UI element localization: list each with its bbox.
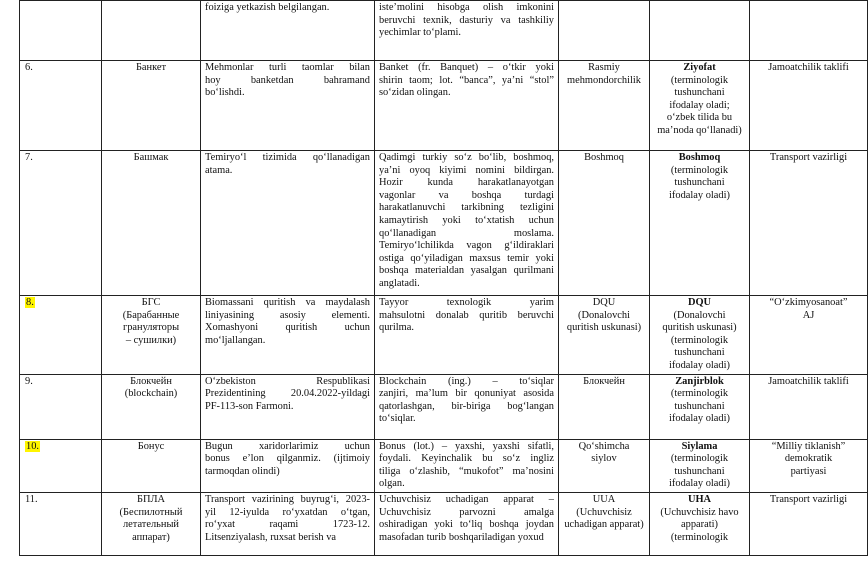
cell-text-line: tushunchani bbox=[674, 465, 725, 477]
cell-text-line: zanjiri, ma’lum bir qonuniyat asosida bbox=[379, 388, 554, 400]
cell-text-line: Bonus (lot.) – yaxshi, yaxshi sifatli, bbox=[379, 440, 554, 452]
cell-text-line: iste’molini hisobga olish imkonini bbox=[379, 2, 554, 13]
definition-cell bbox=[375, 151, 559, 296]
cell-text-line: Qadimgi turkiy so‘z bo‘lib, boshmoq, bbox=[379, 152, 554, 163]
uzbek-equivalent-cell bbox=[559, 61, 650, 151]
cell-text-line: “Milliy tiklanish” bbox=[771, 440, 846, 452]
cell-text-line: Qo‘shimcha bbox=[578, 440, 630, 452]
row-number-text: 6. bbox=[25, 62, 33, 73]
cell-text-line: PF-113-son Farmoni. bbox=[205, 400, 294, 412]
cell-text-line: ifodalay oladi) bbox=[669, 478, 730, 490]
term-cell bbox=[102, 492, 201, 555]
term-cell bbox=[102, 61, 201, 151]
cell-text-line: olgan. bbox=[379, 478, 405, 490]
cell-text-line: (Uchuvchisiz bbox=[576, 506, 632, 518]
row-number bbox=[20, 1, 102, 61]
cell-text-line: Transport vazirligi bbox=[769, 493, 848, 505]
row-number bbox=[20, 296, 102, 375]
table-body bbox=[20, 1, 868, 556]
cell-text-line: Transport vazirligi bbox=[769, 152, 848, 163]
cell-text-line: O‘zbekiston Respublikasi bbox=[205, 375, 370, 387]
document-page bbox=[19, 0, 849, 548]
row-number-text: 9. bbox=[25, 375, 33, 387]
uzbek-equivalent-cell bbox=[559, 1, 650, 61]
uzbek-equivalent-cell bbox=[559, 492, 650, 555]
row-number bbox=[20, 151, 102, 296]
table-row bbox=[20, 492, 868, 555]
cell-text-line: tushunchani bbox=[674, 347, 725, 359]
usage-cell bbox=[201, 61, 375, 151]
cell-text-line: Blockchain (ing.) – to‘siqlar bbox=[379, 375, 554, 387]
cell-text-line: so‘zidan olingan. bbox=[379, 87, 451, 99]
cell-text-line: qatorlashgan, bir-biriga bog‘langan bbox=[379, 400, 554, 412]
usage-cell bbox=[201, 439, 375, 492]
cell-text-line: oshiradigan yoki to‘liq boshqa joydan bbox=[379, 519, 554, 531]
term-cell bbox=[102, 439, 201, 492]
cell-text-line: tushunchani bbox=[674, 177, 725, 189]
suggestion-cell bbox=[650, 1, 750, 61]
cell-text-line: Temiryo‘lchilikda vagon g‘ildiraklari bbox=[379, 240, 554, 252]
cell-text-line: ostiga qo‘yiladigan maxsus temir yoki bbox=[379, 252, 554, 264]
term-cell bbox=[102, 374, 201, 439]
uzbek-equivalent-cell bbox=[559, 374, 650, 439]
cell-text-line: (terminologik bbox=[670, 164, 729, 176]
source-cell bbox=[750, 1, 868, 61]
cell-text-line: Jamoatchilik taklifi bbox=[768, 62, 849, 73]
table-row bbox=[20, 439, 868, 492]
cell-text-line: bonus e’lon qilganmiz. (ijtimoiy bbox=[205, 453, 370, 465]
suggestion-cell bbox=[650, 439, 750, 492]
cell-text-line: demokratik bbox=[784, 453, 833, 465]
cell-text-line: ifodalay oladi) bbox=[669, 359, 730, 371]
cell-text-line: Banket (fr. Banquet) – o‘tkir yoki bbox=[379, 62, 554, 73]
cell-text-line: Xomashyoni quritish uchun bbox=[205, 322, 370, 334]
term-cell bbox=[102, 151, 201, 296]
suggestion-cell bbox=[650, 374, 750, 439]
cell-text-line: yil 12-iyulda ro‘yxatdan o‘tgan, bbox=[205, 506, 370, 518]
table-row bbox=[20, 374, 868, 439]
source-cell bbox=[750, 439, 868, 492]
suggestion-cell bbox=[650, 61, 750, 151]
row-number bbox=[20, 61, 102, 151]
cell-text-line: mo‘ljallangan. bbox=[205, 334, 266, 346]
source-cell bbox=[750, 61, 868, 151]
uzbek-equivalent-cell bbox=[559, 296, 650, 375]
cell-text-line: (Donalovchi bbox=[673, 309, 726, 321]
source-cell bbox=[750, 151, 868, 296]
cell-text-line: Litsenziyalash, ruxsat berish va bbox=[205, 531, 336, 543]
row-number bbox=[20, 439, 102, 492]
cell-text-line: Mehmonlar turli taomlar bilan bbox=[205, 62, 370, 73]
cell-text-line: (terminologik bbox=[670, 388, 729, 400]
cell-text-line: Tayyor texnologik yarim bbox=[379, 297, 554, 308]
cell-text-line: Biomassani quritish va maydalash bbox=[205, 297, 370, 308]
definition-cell bbox=[375, 296, 559, 375]
row-number-text: 7. bbox=[25, 152, 33, 163]
cell-text-line: БГС bbox=[141, 297, 161, 308]
cell-text-line: tarmoqdan olindi) bbox=[205, 465, 280, 477]
cell-text-line: ro‘yxat raqami 1723-12. bbox=[205, 519, 370, 531]
cell-text-line: (Барабанные bbox=[122, 309, 180, 321]
definition-cell bbox=[375, 492, 559, 555]
cell-text-line: (blockchain) bbox=[124, 388, 178, 400]
cell-text-line: hoy banketdan bahramand bbox=[205, 74, 370, 86]
cell-text-line: “O‘zkimyosanoat” bbox=[769, 297, 848, 308]
row-number bbox=[20, 374, 102, 439]
term-cell bbox=[102, 1, 201, 61]
definition-cell bbox=[375, 61, 559, 151]
cell-text-line: kamaytirish yoki to‘xtatish uchun bbox=[379, 214, 554, 226]
cell-text-line: quritish uskunasi) bbox=[662, 322, 737, 334]
definition-cell bbox=[375, 1, 559, 61]
cell-text-line: qurilma. bbox=[379, 322, 414, 334]
cell-text-line: – сушилки) bbox=[125, 334, 177, 346]
suggestion-cell bbox=[650, 492, 750, 555]
usage-cell bbox=[201, 1, 375, 61]
cell-text-line: Uchuvchisiz parvozni amalga bbox=[379, 506, 554, 518]
cell-text-line: (Donalovchi bbox=[578, 309, 630, 321]
cell-text-line: БПЛА bbox=[136, 493, 166, 505]
cell-text-line: Boshmoq bbox=[584, 152, 624, 163]
cell-text-line: tiliga o‘zlashib, “mukofot” ma’nosini bbox=[379, 465, 554, 477]
suggestion-cell bbox=[650, 296, 750, 375]
cell-text-line: harakatlanuvchi tarkibning tezligini bbox=[379, 202, 554, 214]
uzbek-equivalent-cell bbox=[559, 439, 650, 492]
cell-text-line: ifodalay oladi) bbox=[669, 189, 730, 201]
cell-text-line: Ziyofat bbox=[683, 62, 716, 73]
cell-text-line: apparati) bbox=[681, 519, 718, 531]
table-row bbox=[20, 61, 868, 151]
cell-text-line: quritish uskunasi) bbox=[566, 322, 642, 334]
table-row bbox=[20, 151, 868, 296]
cell-text-line: Zanjirblok bbox=[675, 375, 724, 387]
cell-text-line: o‘zbek tilida bu bbox=[666, 112, 733, 124]
cell-text-line: bo‘lishdi. bbox=[205, 87, 245, 99]
usage-cell bbox=[201, 374, 375, 439]
cell-text-line: Temiryo‘l tizimida qo‘llanadigan bbox=[205, 152, 370, 163]
cell-text-line: аппарат) bbox=[132, 531, 170, 543]
source-cell bbox=[750, 296, 868, 375]
cell-text-line: UUA bbox=[592, 493, 616, 505]
usage-cell bbox=[201, 296, 375, 375]
cell-text-line: Bugun xaridorlarimiz uchun bbox=[205, 440, 370, 452]
cell-text-line: atama. bbox=[205, 164, 233, 176]
cell-text-line: Rasmiy bbox=[588, 62, 620, 73]
source-cell bbox=[750, 492, 868, 555]
cell-text-line: Siylama bbox=[681, 440, 718, 452]
cell-text-line: Бонус bbox=[137, 440, 165, 452]
cell-text-line: ifodalay oladi) bbox=[669, 413, 730, 425]
cell-text-line: Prezidentining 20.04.2022-yildagi bbox=[205, 388, 370, 400]
cell-text-line: ya’ni oyoq kiyimi nomini bildirgan. bbox=[379, 164, 554, 176]
cell-text-line: Boshmoq bbox=[678, 152, 721, 163]
cell-text-line: mehmondorchilik bbox=[567, 74, 641, 86]
cell-text-line: boshqa materialdan yasalgan qurilmani bbox=[379, 265, 554, 277]
cell-text-line: beruvchi texnik, dasturiy va tashkiliy bbox=[379, 14, 554, 26]
cell-text-line: AJ bbox=[802, 309, 815, 321]
cell-text-line: Блокчейн bbox=[583, 375, 625, 387]
cell-text-line: (Беспилотный bbox=[119, 506, 183, 518]
table-row bbox=[20, 1, 868, 61]
row-number-text: 10. bbox=[26, 440, 39, 452]
cell-text-line: Банкет bbox=[135, 62, 167, 73]
definition-cell bbox=[375, 439, 559, 492]
cell-text-line: (terminologik bbox=[670, 74, 729, 86]
cell-text-line: Hozir kunda harakatlanayotgan bbox=[379, 177, 554, 189]
cell-text-line: shirin taom; lot. “banca”, ya’ni “stol” bbox=[379, 74, 554, 86]
cell-text-line: partiyasi bbox=[790, 465, 827, 477]
cell-text-line: tushunchani bbox=[674, 400, 725, 412]
cell-text-line: грануляторы bbox=[122, 322, 180, 334]
definition-cell bbox=[375, 374, 559, 439]
cell-text-line: anglatadi. bbox=[379, 277, 420, 289]
cell-text-line: mahsulotni donalab quritib beruvchi bbox=[379, 309, 554, 321]
suggestion-cell bbox=[650, 151, 750, 296]
terms-table bbox=[19, 0, 868, 556]
usage-cell bbox=[201, 492, 375, 555]
cell-text-line: Башмак bbox=[133, 152, 169, 163]
cell-text-line: UHA bbox=[687, 493, 712, 505]
cell-text-line: masofadan turib boshqariladigan yoxud bbox=[379, 531, 544, 543]
cell-text-line: to‘siqlar. bbox=[379, 413, 416, 425]
cell-text-line: (terminologik bbox=[670, 334, 729, 346]
cell-text-line: (terminologik bbox=[670, 453, 729, 465]
cell-text-line: vagonlar va boshqa turdagi bbox=[379, 189, 554, 201]
cell-text-line: Блокчейн bbox=[130, 375, 172, 387]
cell-text-line: (Uchuvchisiz havo bbox=[660, 506, 739, 518]
cell-text-line: ifodalay oladi; bbox=[669, 99, 730, 111]
usage-cell bbox=[201, 151, 375, 296]
row-number-text: 11. bbox=[25, 493, 38, 505]
row-number bbox=[20, 492, 102, 555]
cell-text-line: qo‘llanadigan moslama. bbox=[379, 227, 554, 239]
cell-text-line: ma’noda qo‘llanadi) bbox=[657, 124, 742, 136]
cell-text-line: летательный bbox=[123, 519, 179, 531]
cell-text-line: (terminologik bbox=[670, 531, 729, 543]
uzbek-equivalent-cell bbox=[559, 151, 650, 296]
row-number-text: 8. bbox=[26, 297, 34, 308]
table-row bbox=[20, 296, 868, 375]
cell-text-line: foiziga yetkazish belgilangan. bbox=[205, 2, 330, 13]
term-cell bbox=[102, 296, 201, 375]
cell-text-line: Jamoatchilik taklifi bbox=[768, 375, 849, 387]
cell-text-line: Transport vazirining buyrug‘i, 2023- bbox=[205, 493, 370, 505]
source-cell bbox=[750, 374, 868, 439]
cell-text-line: foydali. Keyinchalik bu so‘z ingliz bbox=[379, 453, 554, 465]
cell-text-line: siylov bbox=[591, 453, 617, 465]
cell-text-line: tushunchani bbox=[674, 87, 725, 99]
cell-text-line: liniyasining asosiy elementi. bbox=[205, 309, 370, 321]
cell-text-line: Uchuvchisiz uchadigan apparat – bbox=[379, 493, 554, 505]
cell-text-line: uchadigan apparat) bbox=[564, 519, 644, 531]
cell-text-line: DQU bbox=[687, 297, 712, 308]
cell-text-line: DQU bbox=[592, 297, 616, 308]
cell-text-line: yechimlar to‘plami. bbox=[379, 27, 461, 39]
